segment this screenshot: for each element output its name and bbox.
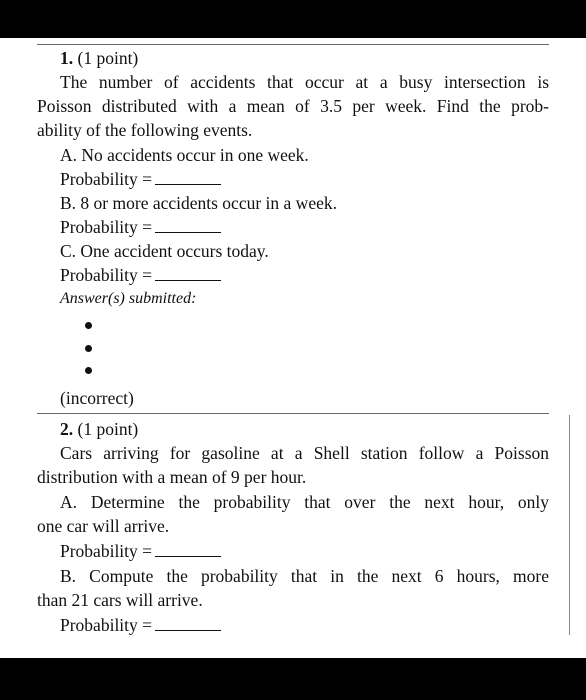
problem-2-part-b-line-2: than 21 cars will arrive. <box>37 590 203 610</box>
answer-blank[interactable] <box>155 555 221 557</box>
answer-blank[interactable] <box>155 279 221 281</box>
problem-number: 1. <box>60 48 74 68</box>
problem-1-header <box>60 47 138 69</box>
submitted-answer-bullet <box>85 367 92 374</box>
problem-1-part-b: B. 8 or more accidents occur in a week. <box>60 193 337 213</box>
answer-label: Probability = <box>60 217 153 237</box>
problem-number: 2. <box>60 419 74 439</box>
answer-label: Probability = <box>60 265 153 285</box>
problem-1-part-b-answer <box>60 216 221 238</box>
answer-blank[interactable] <box>155 629 221 631</box>
problem-2-part-b-answer <box>60 614 221 636</box>
problem-2-header <box>60 418 138 440</box>
problem-1-intro-line-1: The number of accidents that occur at a busy intersection is <box>60 72 549 92</box>
submitted-answer-bullet <box>85 345 92 352</box>
answers-submitted-label: Answer(s) submitted: <box>60 290 197 307</box>
top-black-bar <box>0 0 586 38</box>
problem-2-intro-line-1: Cars arriving for gasoline at a Shell station follow a Poisson <box>60 443 549 463</box>
problem-2-part-a-answer <box>60 540 221 562</box>
problem-1-status: (incorrect) <box>60 388 134 408</box>
problem-2-separator <box>37 413 549 414</box>
problem-1-intro-line-2: Poisson distributed with a mean of 3.5 per week. Find the prob- <box>37 96 549 116</box>
answer-label: Probability = <box>60 169 153 189</box>
submitted-answer-bullet <box>85 322 92 329</box>
right-border <box>569 415 570 635</box>
problem-2-part-a-line-2: one car will arrive. <box>37 516 170 536</box>
problem-points: (1 point) <box>77 48 139 68</box>
answer-label: Probability = <box>60 541 153 561</box>
problem-1-part-c: C. One accident occurs today. <box>60 241 269 261</box>
answer-blank[interactable] <box>155 231 221 233</box>
problem-2-intro-line-2: distribution with a mean of 9 per hour. <box>37 467 307 487</box>
problem-1-separator <box>37 44 549 45</box>
problem-1-intro-line-3: ability of the following events. <box>37 120 253 140</box>
problem-points: (1 point) <box>77 419 139 439</box>
answer-label: Probability = <box>60 615 153 635</box>
problem-2-part-b-line-1: B. Compute the probability that in the next 6 hours, more <box>60 566 549 586</box>
problem-1-part-a-answer <box>60 168 221 190</box>
answer-blank[interactable] <box>155 183 221 185</box>
problem-2-part-a-line-1: A. Determine the probability that over the next hour, only <box>60 492 549 512</box>
problem-1-part-a: A. No accidents occur in one week. <box>60 145 309 165</box>
bottom-black-bar <box>0 658 586 700</box>
problem-1-part-c-answer <box>60 264 221 286</box>
